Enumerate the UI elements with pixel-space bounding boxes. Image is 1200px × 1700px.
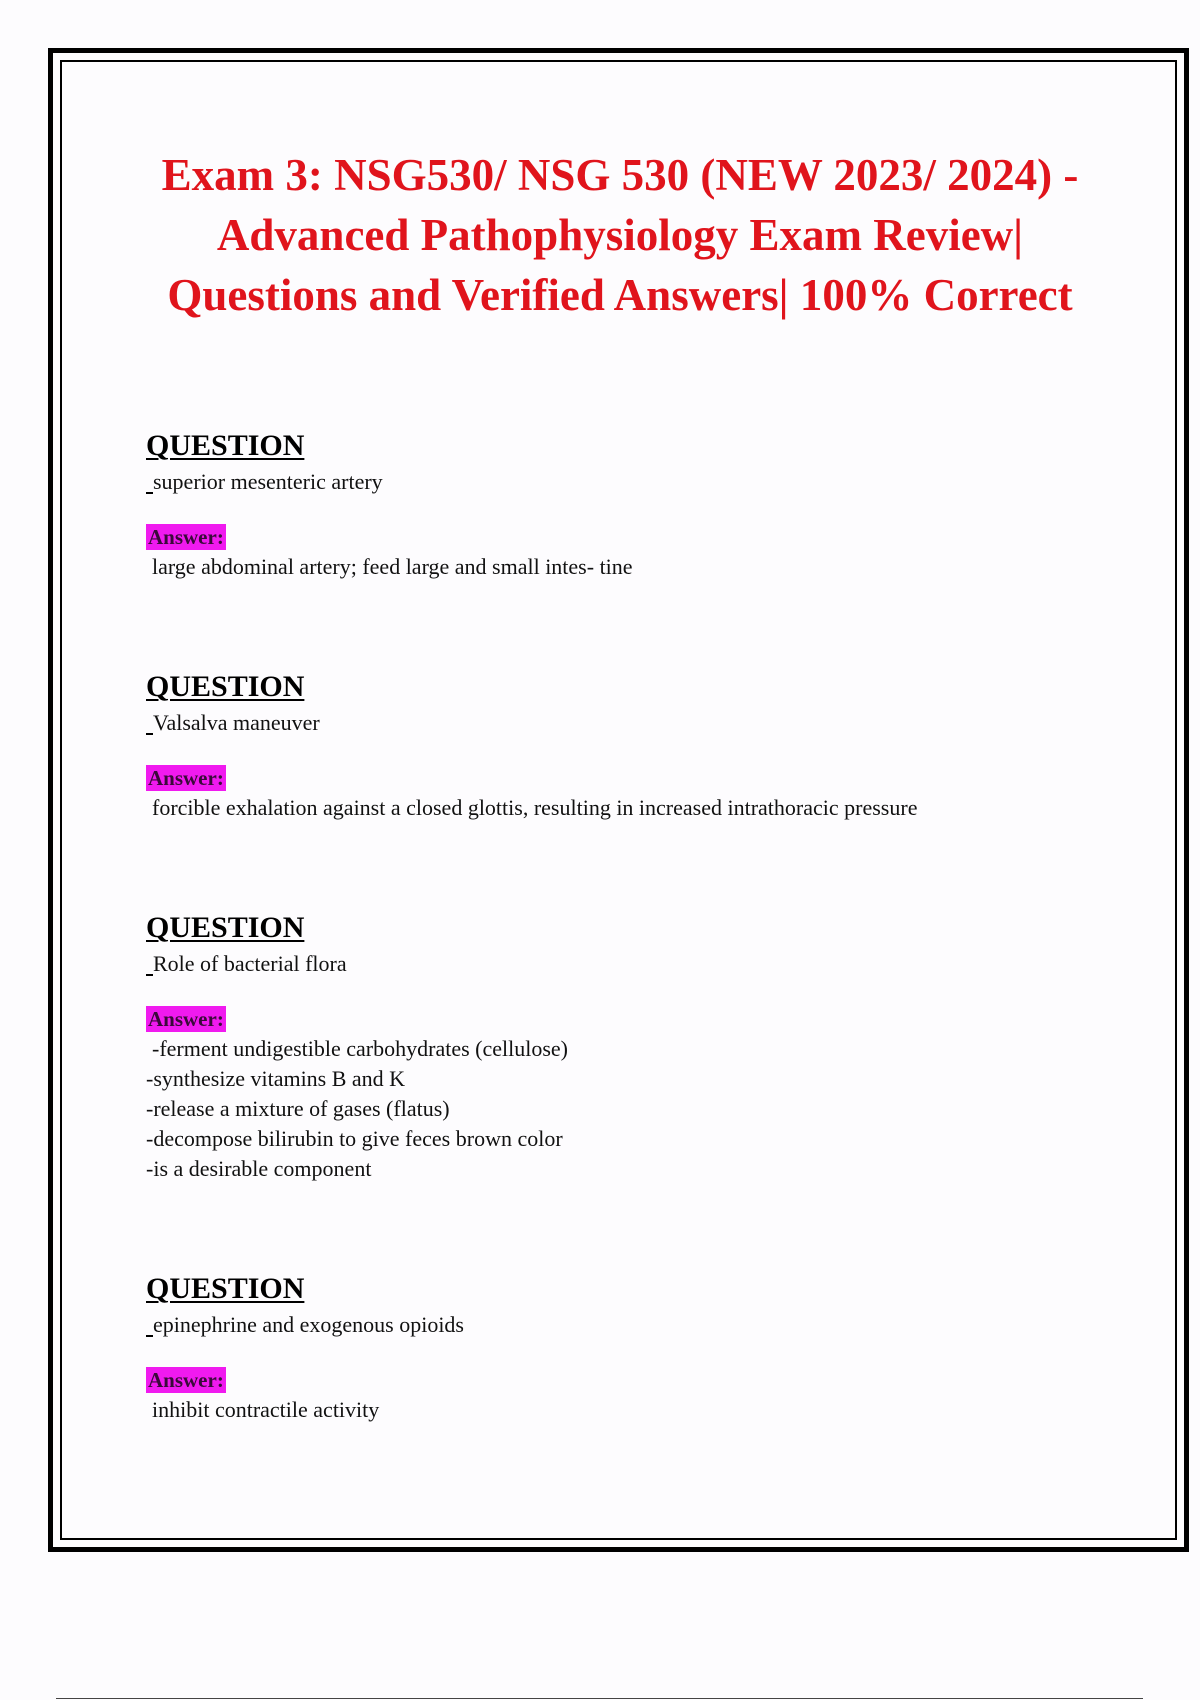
answer-text: large abdominal artery; feed large and small intes- tine xyxy=(152,554,633,579)
answer-label: Answer: xyxy=(148,1007,224,1031)
answer-list xyxy=(146,1034,1046,1184)
answer-line: -decompose bilirubin to give feces brown color xyxy=(146,1126,563,1151)
answer-line: -ferment undigestible carbohydrates (cellulose) xyxy=(152,1036,569,1061)
answer-text: forcible exhalation against a closed glottis, resulting in increased intrathoracic pressure xyxy=(152,795,918,820)
question-marker xyxy=(146,733,153,735)
answer-label: Answer: xyxy=(148,525,224,549)
question-text-value: Valsalva maneuver xyxy=(153,710,320,735)
answer-text: inhibit contractile activity xyxy=(152,1397,380,1422)
question-marker xyxy=(146,974,153,976)
footer-divider xyxy=(56,1698,1143,1699)
question-heading: QUESTION xyxy=(146,670,305,703)
qa-item xyxy=(146,428,1046,582)
question-heading: QUESTION xyxy=(146,1272,305,1305)
qa-item xyxy=(146,1271,1046,1425)
question-marker xyxy=(146,492,153,494)
answer-label: Answer: xyxy=(148,766,224,790)
question-text-value: Role of bacterial flora xyxy=(153,951,347,976)
answer-line: -release a mixture of gases (flatus) xyxy=(146,1096,450,1121)
question-text xyxy=(146,709,1046,737)
question-text xyxy=(146,1311,1046,1339)
document-title: Exam 3: NSG530/ NSG 530 (NEW 2023/ 2024) - Advanced Pathophysiology Exam Review| Questions and Verified Answers| 100% Correct xyxy=(161,150,1079,320)
qa-item xyxy=(146,669,1046,823)
question-heading: QUESTION xyxy=(146,911,305,944)
answer-line: -synthesize vitamins B and K xyxy=(146,1066,406,1091)
question-text-value: superior mesenteric artery xyxy=(153,469,383,494)
qa-item xyxy=(146,910,1046,1184)
question-text xyxy=(146,468,1046,496)
question-heading: QUESTION xyxy=(146,429,305,462)
question-marker xyxy=(146,1335,153,1337)
question-text-value: epinephrine and exogenous opioids xyxy=(153,1312,464,1337)
question-text xyxy=(146,950,1046,978)
answer-label: Answer: xyxy=(148,1368,224,1392)
answer-line: -is a desirable component xyxy=(146,1156,372,1181)
